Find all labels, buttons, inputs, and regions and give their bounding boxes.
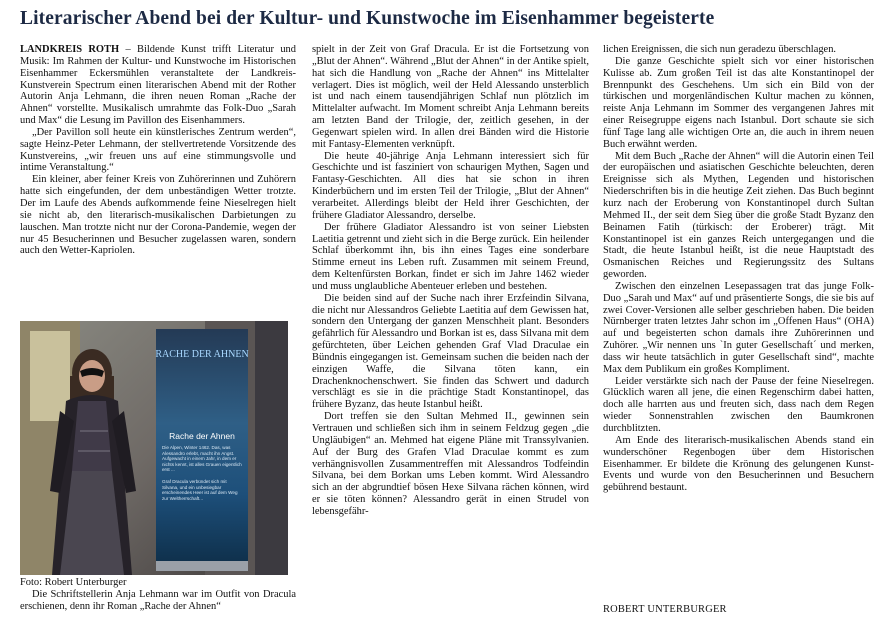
photo-caption: Die Schriftstellerin Anja Lehmann war im Outfit von Dracula erschienen, denn ihr Roman „Rache der Ahnen“ bbox=[20, 589, 296, 612]
column-1 bbox=[20, 44, 296, 257]
paragraph: Die heute 40-jährige Anja Lehmann interessiert sich für Geschichte und ist fasziniert von schaurigen Mythen, Sagen und Fantasy-Geschichten. All dies hat sie schon in ihren Kinderbüchern und im ersten Teil der Trilogie, „Blut der Ahnen“ verarbeitet. Allerdings bleibt der Held ihrer Geschichten, der frühere Gladiator Alessandro, derselbe. bbox=[312, 150, 589, 221]
paragraph bbox=[20, 44, 296, 127]
paragraph: Die ganze Geschichte spielt sich vor einer historischen Kulisse ab. Zum großen Teil ist das alte Konstantinopel der Brennpunkt des Geschehens. Um sich ein Bild von der türkischen und morgenländischen Kultur machen zu können, reiste Anja Lehmann im Sommer des vergangenen Jahres mit einer Reisegruppe eigens nach Istanbul. Dort schaute sie sich fünf Tage lang alle wichtigen Orte an, die auch in ihrem neuen Buch erwähnt werden. bbox=[603, 55, 874, 150]
banner-body: Die Alpen, Winter 1462. Das, was Alessandro erlebt, macht ihn Angst. Aufgewacht in einem Jahr, in dem er nichts kennt, ist alles Grauen eigentlich erst ... bbox=[162, 445, 242, 473]
paragraph: Am Ende des literarisch-musikalischen Abends stand ein wunderschöner Regenbogen über dem Historischen Eisenhammer. Er bildete die Krönung des gelungenen Kunst-Events und wurde von den Besucherinnen und Besuchern gebührend bestaunt. bbox=[603, 434, 874, 494]
byline: ROBERT UNTERBURGER bbox=[603, 604, 727, 615]
paragraph: lichen Ereignissen, die sich nun geradezu überschlagen. bbox=[603, 44, 837, 55]
paragraph-text: – Bildende Kunst trifft Literatur und Musik: Im Rahmen der Kultur- und Kunstwoche im Historischen Eisenhammer Eckersmühlen veranstaltete der Landkreis-Kunstverein Spectrum einen literarischen Abend mit der Rother Autorin Anja Lehmann, die ihren neuen Roman „Rache der Ahnen“ vorstellte. Musikalisch umrahmte das Folk-Duo „Sarah und Max“ die Lesung im Pavillon des Eisenhammers. bbox=[20, 44, 296, 127]
paragraph: Dort treffen sie den Sultan Mehmed II., gewinnen sein Vertrauen und schließen sich ihm in seinem Feldzug gegen „die Ungläubigen“ an. Mehmed hat eigene Pläne mit Transsylvanien. Auf der Burg des Grafen Vlad Draculae kommt es zum verhängnisvollen Zusammentreffen mit Alessandros Todfeindin Silvana, bei dem Borkan ums Leben kommt. Wird Alessandro sich an der abgrundtief bösen Hexe Silvana rächen können, wird er sie töten können? Alessandro gerät in einen Strudel von lebensgefähr- bbox=[312, 411, 589, 517]
dateline: LANDKREIS ROTH bbox=[20, 44, 120, 55]
photo-credit: Foto: Robert Unterburger bbox=[20, 577, 127, 588]
paragraph: Mit dem Buch „Rache der Ahnen“ will die Autorin einen Teil der europäischen und asiatischen Geschichte beleuchten, deren Ereignisse sich als Mythen, Legenden und historischen Niederschriften bis in die heutige Zeit ziehen. Das Buch beginnt kurz nach der Eroberung von Konstantinopel durch Sultan Mehmed II., der seit dem Sieg über die große Stadt Byzanz den Beinamen Fatih (türkisch: der Eroberer) trägt. Mit Konstantinopel ist ein ganzes Reich untergegangen und die Stadt, die heute Istanbul heißt, ist die neue Hauptstadt des Osmanischen Reiches und Regierungssitz des Sultans geworden. bbox=[603, 150, 874, 281]
column-3 bbox=[603, 44, 874, 494]
banner-title: Rache der Ahnen bbox=[169, 431, 235, 441]
paragraph: Ein kleiner, aber feiner Kreis von Zuhörerinnen und Zuhörern hatte sich eingefunden, der dem unbeständigen Wetter trotzte. Der im Laufe des Abends aufkommende feine Nieselregen hielt sie nicht ab, den literarisch-musikalischen Darbietungen zu lauschen. Man trotzte nicht nur der Corona-Pandemie, wegen der nur 45 Besucherinnen und Besucher zugelassen waren, sondern auch den Wetter-Kapriolen. bbox=[20, 174, 296, 257]
paragraph: Zwischen den einzelnen Lesepassagen trat das junge Folk-Duo „Sarah und Max“ auf und präsentierte Songs, die sie bis auf zwei Cover-Versionen alle selber geschrieben haben. Die beiden Nürnberger traten letztes Jahr schon im „Offenen Haus“ (OHA) auf und begeisterten schon damals ihre Zuhörerinnen und Zuhörer. „Wir nennen uns `In guter Gesellschaft´ und merken, dass wir heute tatsächlich in guter Gesellschaft sind“, machte Max dem Publikum ein großes Kompliment. bbox=[603, 280, 874, 375]
paragraph: spielt in der Zeit von Graf Dracula. Er ist die Fortsetzung von „Blut der Ahnen“. Während „Blut der Ahnen“ in der Antike spielt, hat sich die Handlung von „Rache der Ahnen“ ins Mittelalter verlagert. Dies ist möglich, weil der Held Alessando unsterblich ist und nach einem tausendjährigen Schlaf nun plötzlich im Mittelalter aufwacht. Im Moment schreibt Anja Lehmann bereits am letzten Band der Trilogie, der, zeitlich gesehen, in der Gegenwart spielen wird. In allen drei Bänden wird die Historie mit Fantasy-Elementen verknüpft. bbox=[312, 44, 589, 150]
paragraph: Der frühere Gladiator Alessandro ist von seiner Liebsten Laetitia getrennt und zieht sich in die Berge zurück. Ein heilender Schlaf überkommt ihn, bis ihn eines Tages eine sonderbare Stimme erneut ins Leben ruft. Zusammen mit seinem Freund, dem Keltenfürsten Borkan, findet er sich im Jahre 1462 wieder und muss unglaubliche Abenteuer erleben und bestehen. bbox=[312, 221, 589, 292]
article-photo bbox=[20, 321, 288, 575]
banner-top-text: RACHE DER AHNEN bbox=[155, 349, 249, 360]
banner-footer: Graf Dracula verbündet sich mit Silvana, und ein unbesiegbar erscheinendes Heer ist auf dem Weg zur Weltherrschaft... bbox=[162, 478, 238, 501]
headline: Literarischer Abend bei der Kultur- und Kunstwoche im Eisenhammer begeisterte bbox=[20, 8, 715, 29]
column-2 bbox=[312, 44, 589, 518]
paragraph: Die beiden sind auf der Suche nach ihrer Erzfeindin Silvana, die nicht nur Alessandros Geliebte Laetitia auf dem Gewissen hat, sondern den Untergang der ganzen Menschheit plant. Besonders gefährlich für Alessandro und Borkan ist es, dass Silvana mit dem gefürchteten, über Leichen gehenden Graf Vlad Draculae ein Bündnis eingegangen ist. Gemeinsam suchen die beiden nach der einzigen Waffe, die Silvana töten kann, ein Drachenknochenschwert. Sie finden das Schwert und dadurch verschlägt es sie in die prächtige Stadt Konstantinopel, das frühere Byzanz, das heute Istanbul heißt. bbox=[312, 292, 589, 411]
paragraph: Leider verstärkte sich nach der Pause der feine Nieselregen. Glücklich waren all jene, die einen Regenschirm dabei hatten, doch alle harrten aus und freuten sich, dass nach dem Regen wieder Sonnenstrahlen zwischen den Baumkronen durchblitzten. bbox=[603, 375, 874, 434]
paragraph: „Der Pavillon soll heute ein künstlerisches Zentrum werden“, sagte Heinz-Peter Lehmann, der stellvertretende Vorsitzende des Kunstvereins, „wir freuen uns auf eine stimmungsvolle und intime Veranstaltung.“ bbox=[20, 126, 296, 174]
